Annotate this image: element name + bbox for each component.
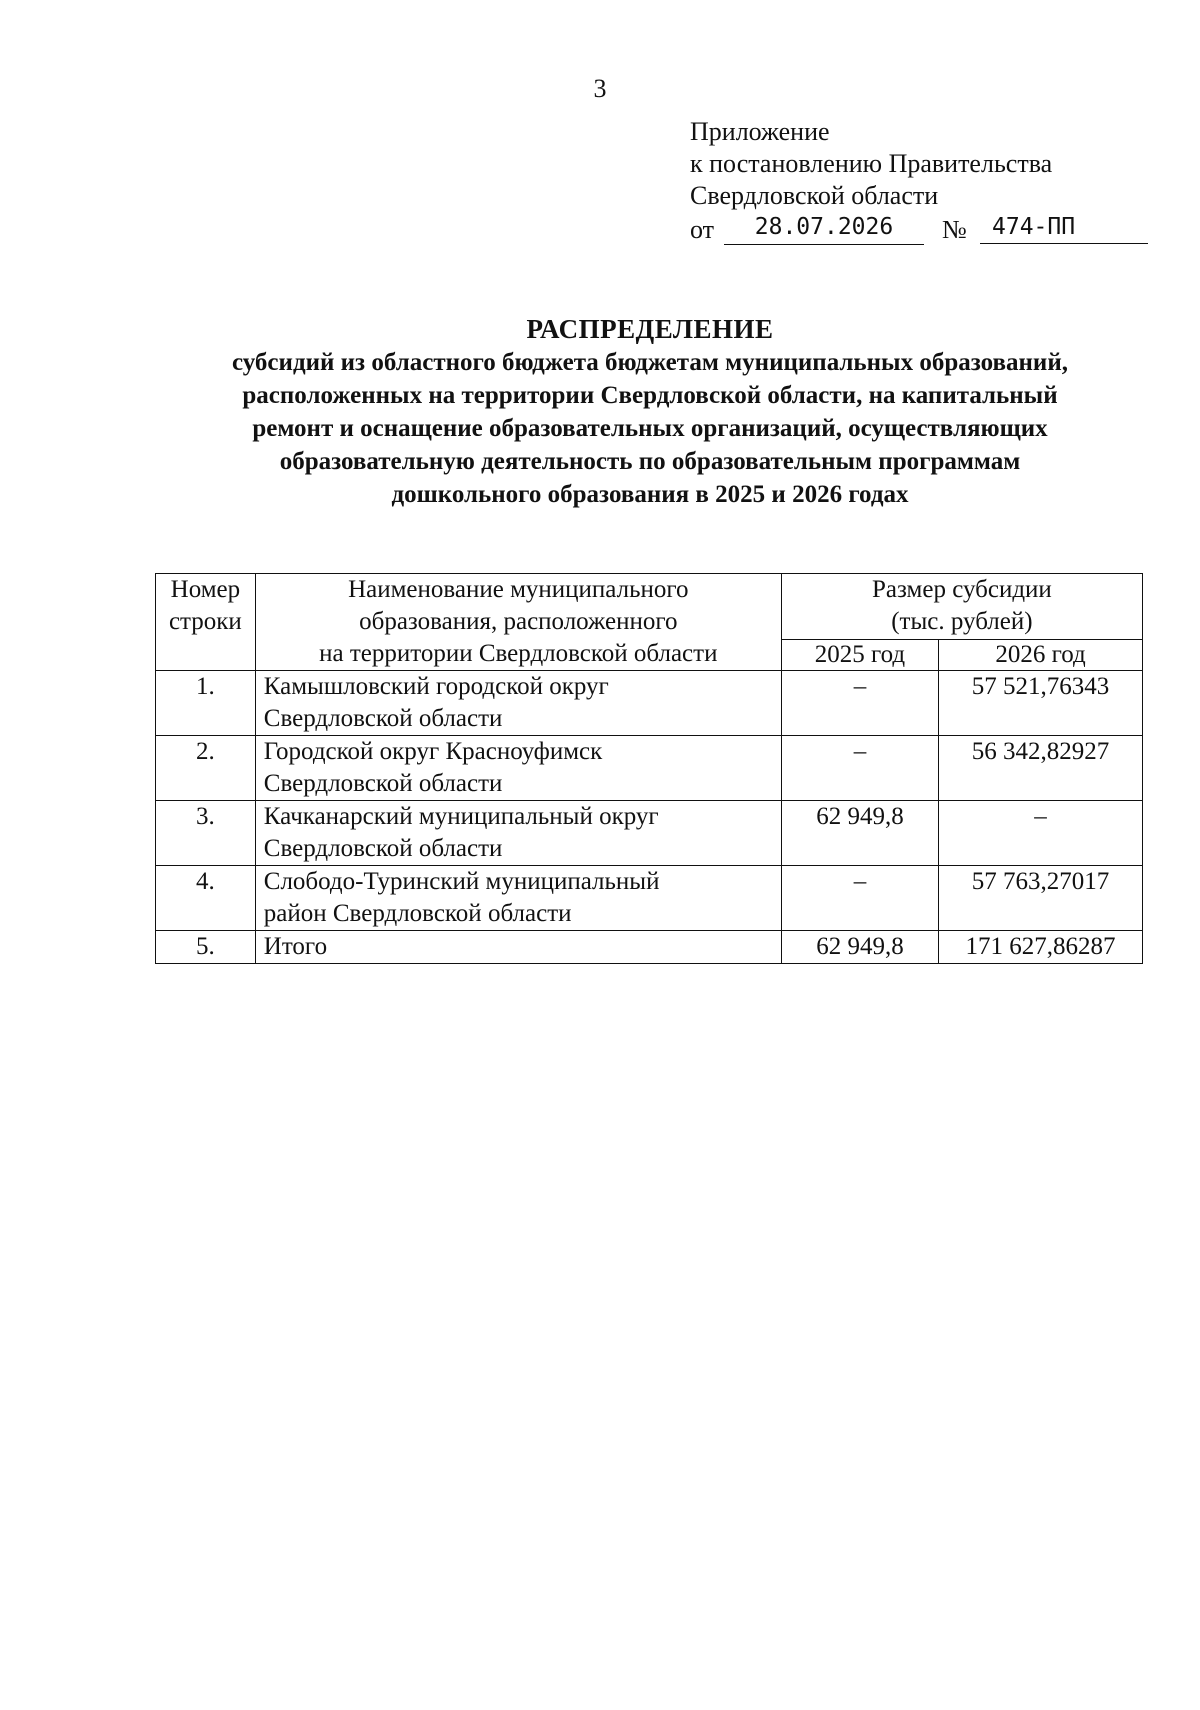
municipality-name-line: район Свердловской области — [263, 900, 572, 927]
value-2025: – — [781, 736, 938, 801]
subsidy-table — [155, 573, 1143, 964]
header-subsidy-size — [781, 574, 1142, 640]
municipality-name — [255, 671, 781, 736]
header-municipality-name — [255, 574, 781, 671]
municipality-name-line: Слободо-Туринский муниципальный — [263, 868, 660, 895]
registration-number: 474-ПП — [980, 212, 1148, 244]
municipality-name-line: Свердловской области — [263, 835, 503, 862]
header-row-number-line: Номер — [170, 576, 241, 603]
municipality-name-line: Свердловской области — [263, 705, 503, 732]
approval-line-appendix: Приложение — [690, 117, 830, 146]
approval-stamp — [690, 116, 1076, 246]
table-row — [156, 801, 1143, 866]
value-2025: – — [781, 671, 938, 736]
row-number: 1. — [156, 671, 256, 736]
approval-line-region: Свердловской области — [690, 181, 939, 210]
municipality-name — [255, 866, 781, 931]
registration-date: 28.07.2026 — [724, 212, 924, 245]
header-size-line: Размер субсидии — [872, 576, 1052, 603]
header-name-line: Наименование муниципального — [348, 576, 689, 603]
municipality-name-line: Камышловский городской округ — [263, 673, 609, 700]
total-label: Итого — [255, 931, 781, 964]
row-number: 3. — [156, 801, 256, 866]
value-2026: – — [939, 801, 1143, 866]
document-heading — [140, 312, 1160, 511]
municipality-name-line: Качканарский муниципальный округ — [263, 803, 659, 830]
header-size-line: (тыс. рублей) — [891, 608, 1033, 635]
header-row-number — [156, 574, 256, 671]
table-row — [156, 671, 1143, 736]
page-number: 3 — [593, 74, 607, 103]
document-subtitle-line: образовательную деятельность по образовательным программам — [279, 448, 1021, 475]
row-number: 5. — [156, 931, 256, 964]
row-number: 2. — [156, 736, 256, 801]
document-subtitle-line: дошкольного образования в 2025 и 2026 годах — [391, 481, 909, 508]
row-number: 4. — [156, 866, 256, 931]
total-value-2026: 171 627,86287 — [939, 931, 1143, 964]
total-value-2025: 62 949,8 — [781, 931, 938, 964]
header-name-line: образования, расположенного — [359, 608, 678, 635]
header-year-2025: 2025 год — [781, 639, 938, 670]
registration-number-sign: № — [942, 215, 967, 244]
value-2026: 57 763,27017 — [939, 866, 1143, 931]
document-subtitle-line: субсидий из областного бюджета бюджетам муниципальных образований, — [232, 349, 1068, 376]
municipality-name-line: Свердловской области — [263, 770, 503, 797]
approval-line-resolution: к постановлению Правительства — [690, 149, 1053, 178]
registration-line — [690, 212, 1076, 246]
municipality-name — [255, 801, 781, 866]
municipality-name — [255, 736, 781, 801]
header-name-line: на территории Свердловской области — [319, 640, 718, 667]
municipality-name-line: Городской округ Красноуфимск — [263, 738, 603, 765]
value-2026: 56 342,82927 — [939, 736, 1143, 801]
document-subtitle-line: расположенных на территории Свердловской области, на капитальный — [242, 382, 1058, 409]
document-subtitle-line: ремонт и оснащение образовательных организаций, осуществляющих — [252, 415, 1048, 442]
document-title: РАСПРЕДЕЛЕНИЕ — [526, 314, 774, 344]
header-year-2026: 2026 год — [939, 639, 1143, 670]
value-2025: – — [781, 866, 938, 931]
table-total-row — [156, 931, 1143, 964]
header-row-number-line: строки — [168, 608, 242, 635]
value-2026: 57 521,76343 — [939, 671, 1143, 736]
table-header-row — [156, 574, 1143, 640]
table-row — [156, 866, 1143, 931]
value-2025: 62 949,8 — [781, 801, 938, 866]
table-row — [156, 736, 1143, 801]
registration-date-prefix: от — [690, 215, 715, 244]
